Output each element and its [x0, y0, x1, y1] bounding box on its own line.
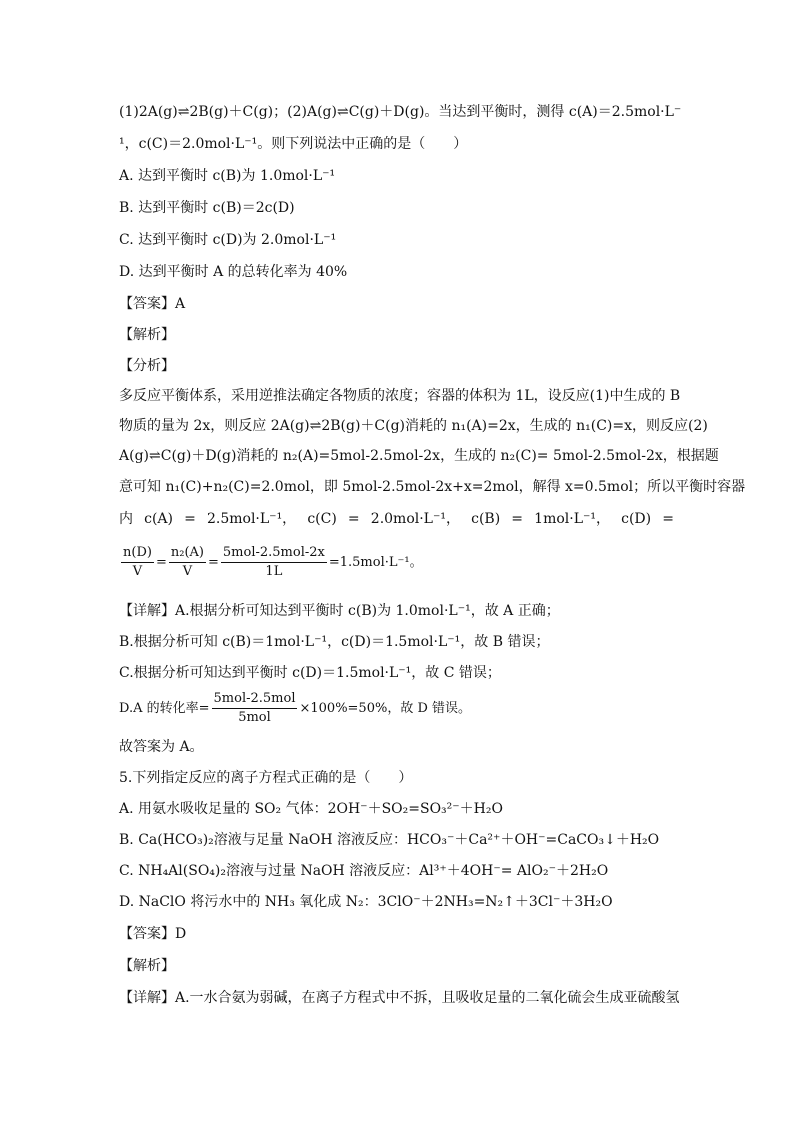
analysis-5-part: =	[662, 511, 674, 527]
concentration-formula: $\frac{n(D)}{V}$ = $\frac{\text{n₂(A)}}{V}$ = $\frac{\text{5mol-2.5mol-2x}}{1L}$ =1.5mol·L⁻¹。	[123, 545, 423, 579]
analysis-5-part: c(D)	[621, 511, 652, 527]
fraction-values: $\frac{\text{5mol-2.5mol-2x}}{1L}$	[222, 545, 325, 579]
analysis-5-part: c(A)	[144, 511, 173, 527]
q5-detail-a: 【详解】A.一水合氨为弱碱，在离子方程式中不拆，且吸收足量的二氧化硫会生成亚硫酸氢	[119, 990, 680, 1006]
q4-analysis-line-4: 意可知 n₁(C)+n₂(C)=2.0mol，即 5mol-2.5mol-2x+x=2mol，解得 x=0.5mol；所以平衡时容器	[119, 479, 746, 495]
q4-detail-d: D.A 的转化率= $\frac{\text{5mol-2.5mol}}{\text{5mol}}$ ×100%=50%，故 D 错误。	[119, 691, 472, 725]
q4-option-d: D. 达到平衡时 A 的总转化率为 40%	[119, 264, 348, 280]
q5-jiexi-heading: 【解析】	[119, 958, 175, 974]
analysis-5-part: c(C)	[307, 511, 337, 527]
q4-stem-line-1: (1)2A(g)⇌2B(g)＋C(g)；(2)A(g)⇌C(g)＋D(g)。当达到平衡时，测得 c(A)＝2.5mol·L⁻	[119, 104, 682, 120]
q4-detail-a: 【详解】A.根据分析可知达到平衡时 c(B)为 1.0mol·L⁻¹，故 A 正确；	[119, 603, 560, 619]
analysis-5-part: c(B)	[471, 511, 501, 527]
q4-conclusion: 故答案为 A。	[119, 739, 204, 755]
q5-stem: 5.下列指定反应的离子方程式正确的是（ ）	[119, 770, 413, 786]
analysis-5-part: 2.0mol·L⁻¹，	[370, 511, 460, 527]
q4-jiexi-heading: 【解析】	[119, 327, 175, 343]
analysis-5-part: =	[511, 511, 524, 527]
analysis-5-part: =	[347, 511, 360, 527]
q4-option-b: B. 达到平衡时 c(B)＝2c(D)	[119, 200, 295, 216]
q4-option-a: A. 达到平衡时 c(B)为 1.0mol·L⁻¹	[119, 168, 336, 184]
q4-detail-b: B.根据分析可知 c(B)＝1mol·L⁻¹，c(D)＝1.5mol·L⁻¹，故 B 错误；	[119, 634, 550, 650]
q4-fenxi-heading: 【分析】	[119, 358, 175, 374]
q4-stem-line-2: ¹，c(C)＝2.0mol·L⁻¹。则下列说法中正确的是（ ）	[119, 136, 468, 152]
fraction-nd-v: $\frac{n(D)}{V}$	[123, 545, 152, 579]
q5-option-a: A. 用氨水吸收足量的 SO₂ 气体：2OH⁻＋SO₂=SO₃²⁻＋H₂O	[119, 801, 503, 817]
analysis-5-part: 1mol·L⁻¹，	[534, 511, 610, 527]
q4-analysis-line-3: A(g)⇌C(g)＋D(g)消耗的 n₂(A)=5mol-2.5mol-2x，生成的 n₂(C)= 5mol-2.5mol-2x，根据题	[119, 448, 719, 464]
q4-analysis-line-2: 物质的量为 2x，则反应 2A(g)⇌2B(g)＋C(g)消耗的 n₁(A)=2x，生成的 n₁(C)=x，则反应(2)	[119, 418, 708, 434]
q5-option-b: B. Ca(HCO₃)₂溶液与足量 NaOH 溶液反应：HCO₃⁻＋Ca²⁺＋OH⁻=CaCO₃↓＋H₂O	[119, 832, 660, 848]
conversion-fraction: $\frac{\text{5mol-2.5mol}}{\text{5mol}}$	[213, 691, 296, 725]
q4-detail-c: C.根据分析可知达到平衡时 c(D)＝1.5mol·L⁻¹，故 C 错误；	[119, 665, 501, 681]
q4-option-c: C. 达到平衡时 c(D)为 2.0mol·L⁻¹	[119, 232, 337, 248]
q5-option-d: D. NaClO 将污水中的 NH₃ 氧化成 N₂：3ClO⁻＋2NH₃=N₂↑＋3Cl⁻＋3H₂O	[119, 894, 613, 910]
analysis-5-part: 内	[119, 511, 133, 527]
analysis-5-part: =	[184, 511, 196, 527]
q4-analysis-line-5	[119, 509, 674, 529]
fraction-n2a-v: $\frac{\text{n₂(A)}}{V}$	[170, 545, 204, 579]
q4-analysis-line-1: 多反应平衡体系，采用逆推法确定各物质的浓度；容器的体积为 1L，设反应(1)中生成的 B	[119, 388, 681, 404]
q5-option-c: C. NH₄Al(SO₄)₂溶液与过量 NaOH 溶液反应：Al³⁺＋4OH⁻= AlO₂⁻＋2H₂O	[119, 863, 609, 879]
q5-answer: 【答案】D	[119, 926, 187, 942]
q4-answer: 【答案】A	[119, 296, 186, 312]
analysis-5-part: 2.5mol·L⁻¹，	[206, 511, 297, 527]
